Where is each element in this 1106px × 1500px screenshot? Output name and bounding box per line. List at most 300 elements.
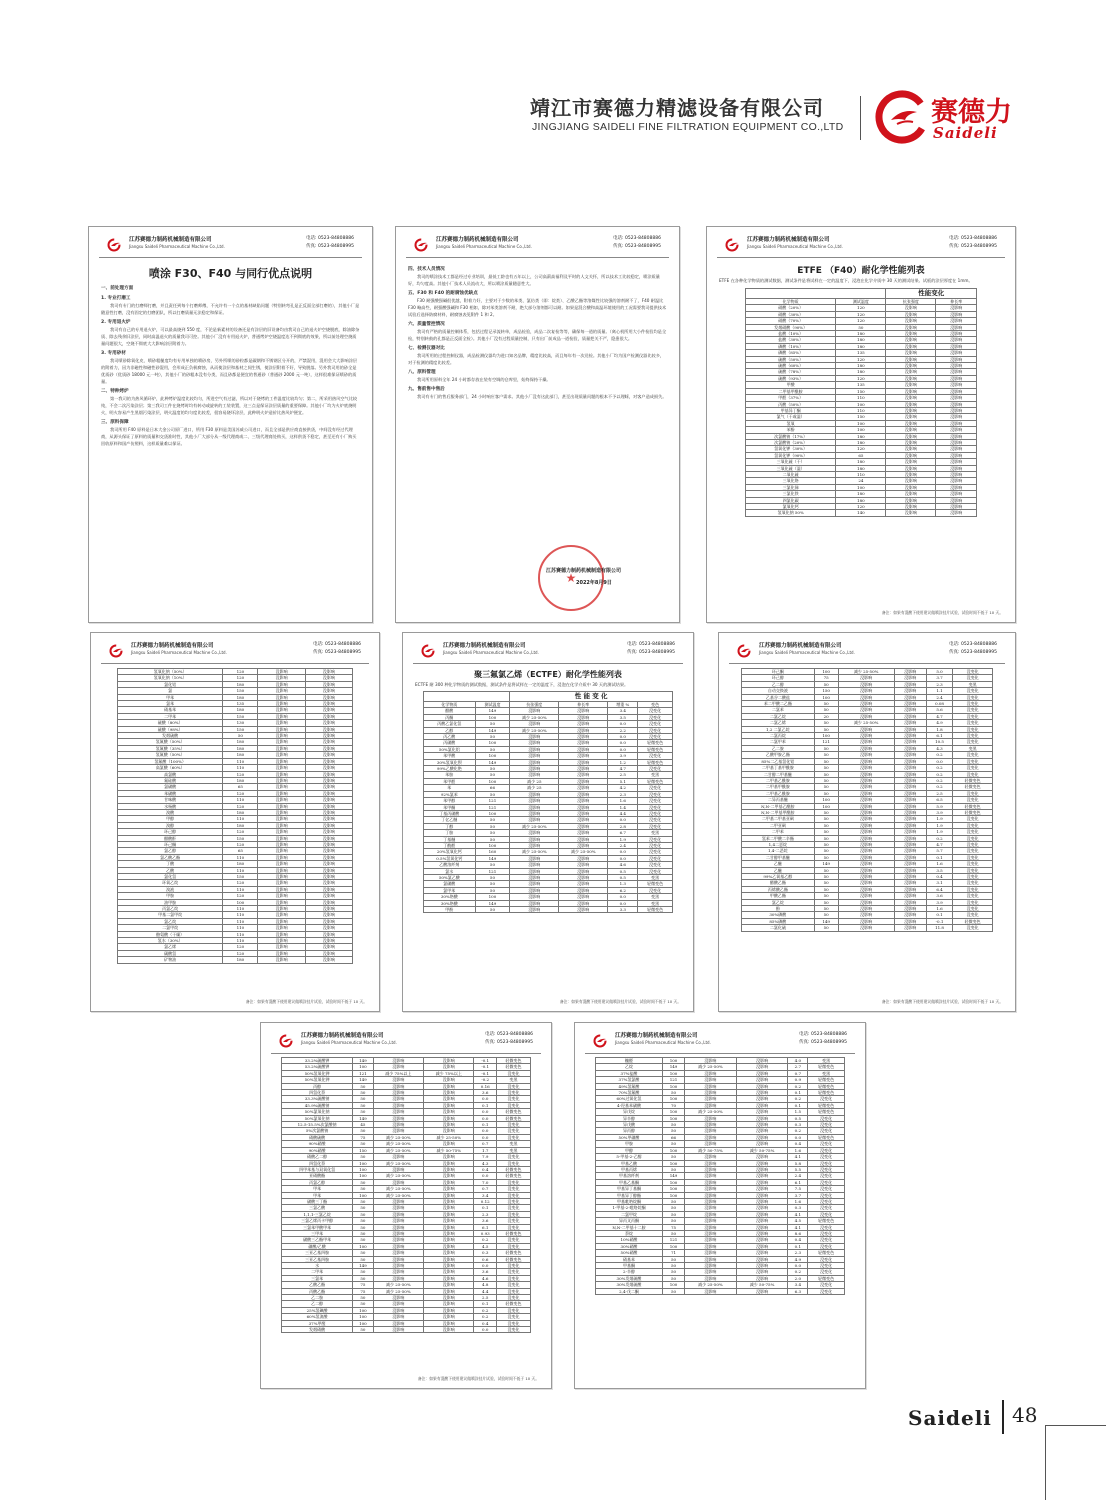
table-cell: 没变化 xyxy=(496,1179,530,1185)
table-cell: 没变化 xyxy=(496,1160,530,1166)
table-cell: 没变化 xyxy=(808,1205,845,1211)
table-cell: 没影响 xyxy=(305,880,352,886)
table-cell: 减少 25-50% xyxy=(373,1134,423,1140)
table-cell: 120 xyxy=(223,880,258,886)
table-cell: 2.5 xyxy=(926,790,952,796)
table-cell: 没影响 xyxy=(736,1263,788,1269)
table-cell: 50 xyxy=(353,1198,373,1204)
table-cell: 0.0 xyxy=(608,746,638,752)
table-cell: 硫酸（50%） xyxy=(746,356,836,362)
company-name-en: JINGJIANG SAIDELI FINE FILTRATION EQUIPMENT CO.,LTD xyxy=(532,121,844,133)
table-cell: 121 xyxy=(814,739,838,745)
table-cell: 没影响 xyxy=(894,720,926,726)
table-cell: 丁亿乙醚 xyxy=(424,817,476,823)
table-cell: 50 xyxy=(475,887,510,893)
letterhead-company: 江苏赛德力制药机械制造有限公司 xyxy=(129,237,212,243)
swallow-logo-icon xyxy=(875,90,931,146)
table-cell: 100 xyxy=(663,1070,685,1076)
table-cell: 没影响 xyxy=(373,1314,423,1320)
letterhead-phone: 电话: 0523-84808886 xyxy=(485,1032,533,1037)
table-cell: 二甘醇甲基醚 xyxy=(742,854,815,860)
table-cell: 45 xyxy=(353,1122,373,1128)
table-cell: 180 xyxy=(836,337,886,343)
table-cell: 3.5 xyxy=(608,714,638,720)
table-cell: 4.1 xyxy=(788,1224,808,1230)
table-cell: 没影响 xyxy=(510,746,559,752)
company-logo-icon xyxy=(279,1034,295,1048)
section-heading: 九、售前售中售后 xyxy=(408,387,445,392)
table-cell: 37%甲醛 xyxy=(282,1320,353,1326)
table-cell: 180 xyxy=(223,694,258,700)
table-cell: 3.9 xyxy=(926,809,952,815)
table-cell: 没影响 xyxy=(424,1154,474,1160)
table-cell: 没影响 xyxy=(559,785,608,791)
table-cell: 没变化 xyxy=(638,855,673,861)
table-cell: 变黑 xyxy=(953,745,993,751)
table-cell: 110 xyxy=(223,918,258,924)
table-cell: 75 xyxy=(663,1224,685,1230)
table-cell: 没变化 xyxy=(953,841,993,847)
table-cell: 65 xyxy=(223,848,258,854)
table-cell: 没变化 xyxy=(953,816,993,822)
table-cell: 没变化 xyxy=(496,1218,530,1224)
table-cell: 没影响 xyxy=(373,1083,423,1089)
table-cell: 没影响 xyxy=(424,1173,474,1179)
table-cell: 没变化 xyxy=(496,1282,530,1288)
table-cell: 3.6 xyxy=(926,893,952,899)
table-cell: 甲基吡咯烷酮 xyxy=(596,1198,663,1204)
table-cell: 没变化 xyxy=(808,1179,845,1185)
table-cell: 50 xyxy=(475,907,510,913)
table-cell: 氯乙酸乙酯 xyxy=(118,854,223,860)
table-cell: 轻微变色 xyxy=(808,1218,845,1224)
table-cell: 4.2 xyxy=(608,785,638,791)
table-cell: 变黑 xyxy=(638,772,673,778)
letterhead-company-en: Jiangsu Saideli Pharmaceutical Machine Co.,Ltd. xyxy=(131,650,227,655)
table-cell: 100 xyxy=(353,1192,373,1198)
table-cell: 没影响 xyxy=(305,944,352,950)
signature-date: 2022年8月9日 xyxy=(576,580,612,586)
table-cell: 100 xyxy=(663,1058,685,1064)
table-cell: 氯 xyxy=(118,688,223,694)
table-cell: 没影响 xyxy=(424,1243,474,1249)
table-cell: 没变化 xyxy=(496,1102,530,1108)
table-cell: 没变化 xyxy=(638,766,673,772)
table-cell: 没影响 xyxy=(894,809,926,815)
table-cell: 没变化 xyxy=(953,848,993,854)
table-cell: 二甲基乙酰胺 xyxy=(742,790,815,796)
table-cell: 乙基谷二酸盐 xyxy=(742,694,815,700)
paragraph: 第一我司的为热风循环炉，此种烤炉温度比较均匀，所进空气有过滤，所以对于烧烤的工件温度比较均匀；第二，所采用热风空气比较纯，不会二次污染涂层；第三我司工件在烧烤时均有转动或旋转的工装装置，这三点是保证涂层质量的重要保障。其他小厂均为火炉底烧明火，明火容易产生黑烟污染涂层，明火温度的均匀度比较差，很容易烧坏涂层，此种明火炉造价比热风炉便宜。 xyxy=(101,396,358,415)
table-cell: 0.1 xyxy=(788,1090,808,1096)
table-row xyxy=(746,510,977,516)
table-cell: 没影响 xyxy=(510,887,559,893)
table-cell: 25%氢碘酸 xyxy=(282,1307,353,1313)
table-cell: 50 xyxy=(353,1218,373,1224)
table-cell: 50 xyxy=(814,790,838,796)
resistance-table xyxy=(423,691,673,913)
table-cell: 50 xyxy=(353,1275,373,1281)
header-cell: 增重 % xyxy=(608,702,638,708)
table-cell: 轻微变色 xyxy=(638,759,673,765)
table-cell: 150 xyxy=(223,874,258,880)
table-cell: 没影响 xyxy=(424,1160,474,1166)
table-cell: 75 xyxy=(353,1288,373,1294)
table-cell: 没影响 xyxy=(936,427,977,433)
table-cell: 没变化 xyxy=(808,1186,845,1192)
table-cell: 没影响 xyxy=(258,848,305,854)
table-cell: 没影响 xyxy=(838,899,894,905)
table-cell: 氯化氢 xyxy=(118,874,223,880)
table-cell: 次氯酸钠（17%） xyxy=(746,433,836,439)
table-cell: 丙酸乙氯化氢 xyxy=(424,721,476,727)
table-cell: 100 xyxy=(475,778,510,784)
table-cell: 50 xyxy=(814,829,838,835)
table-cell: 酪氨酸（干燥） xyxy=(118,931,223,937)
table-cell: 没变化 xyxy=(953,733,993,739)
table-cell: 没影响 xyxy=(559,830,608,836)
table-cell: 没变化 xyxy=(638,823,673,829)
table-cell: 没变化 xyxy=(808,1141,845,1147)
table-cell: 硝酸（30%） xyxy=(746,311,836,317)
table-cell: 甲酚 xyxy=(424,907,476,913)
table-cell: 0.0 xyxy=(474,1173,497,1179)
table-cell: 氯甲苯 xyxy=(424,887,476,893)
table-cell: 没变化 xyxy=(496,1275,530,1281)
table-cell: 减少 25-50% xyxy=(838,669,894,675)
table-cell: 50 xyxy=(814,854,838,860)
table-cell: 二氯苯 xyxy=(742,707,815,713)
letterhead-fax: 传真: 0523-84808995 xyxy=(313,650,361,655)
table-cell: 45.9%硫酸钠 xyxy=(282,1102,353,1108)
table-cell: 没影响 xyxy=(373,1243,423,1249)
table-cell: 120 xyxy=(223,790,258,796)
table-cell: 萘烷 xyxy=(596,1230,663,1236)
table-cell: 轻微变色 xyxy=(496,1230,530,1236)
table-cell: 自动交换液 xyxy=(742,688,815,694)
table-cell: 100 xyxy=(663,1096,685,1102)
table-cell: 没变化 xyxy=(638,791,673,797)
table-cell: 没影响 xyxy=(886,356,936,362)
table-cell: 1.9 xyxy=(926,829,952,835)
table-cell: 没影响 xyxy=(510,766,559,772)
table-cell: 没影响 xyxy=(838,854,894,860)
table-cell: 没变化 xyxy=(953,701,993,707)
table-cell: 121 xyxy=(663,1077,685,1083)
table-cell: 没影响 xyxy=(559,766,608,772)
table-cell: 二氯丙烷 xyxy=(742,733,815,739)
table-cell: 没变化 xyxy=(808,1256,845,1262)
table-cell: 变黑 xyxy=(638,894,673,900)
table-cell: 没影响 xyxy=(424,1320,474,1326)
table-cell: 没影响 xyxy=(373,1307,423,1313)
table-row xyxy=(742,925,993,931)
table-cell: 没影响 xyxy=(936,324,977,330)
table-cell: 矿物油 xyxy=(118,957,223,963)
table-cell: 50 xyxy=(475,823,510,829)
table-cell: 30%磷酸 xyxy=(742,912,815,918)
table-cell: 没影响 xyxy=(258,918,305,924)
table-cell: 次氯酸钠（20%） xyxy=(746,439,836,445)
table-cell: 50 xyxy=(353,1250,373,1256)
table-cell: 没影响 xyxy=(305,829,352,835)
table-cell: 没影响 xyxy=(559,798,608,804)
table-cell: 氟硅酸 xyxy=(118,777,223,783)
resistance-table xyxy=(117,668,353,964)
table-cell: 没变化 xyxy=(638,862,673,868)
table-cell: 5.9 xyxy=(926,803,952,809)
table-cell: 没变化 xyxy=(496,1224,530,1230)
table-cell: 0.1 xyxy=(788,1243,808,1249)
table-cell: 149 xyxy=(814,918,838,924)
table-cell: 没变化 xyxy=(496,1134,530,1140)
table-cell: 3.7 xyxy=(926,675,952,681)
section-heading: 一、前处理方面 xyxy=(101,286,134,291)
table-cell: 没变化 xyxy=(496,1198,530,1204)
table-cell: 37%氢氯酸 xyxy=(596,1077,663,1083)
table-cell: 0.2 xyxy=(926,784,952,790)
table-cell: 磺酸三乙酯甲苯 xyxy=(282,1237,353,1243)
table-cell: 甲苯 xyxy=(282,1192,353,1198)
table-cell: 没影响 xyxy=(305,931,352,937)
table-cell: 减少 25-50% xyxy=(510,714,559,720)
table-cell: 氢氧化钠（10%） xyxy=(118,675,223,681)
table-cell: 没影响 xyxy=(894,925,926,931)
table-cell: 没影响 xyxy=(886,331,936,337)
letterhead-company: 江苏赛德力制药机械制造有限公司 xyxy=(615,1033,698,1039)
table-cell: 乙二胺 xyxy=(282,1295,353,1301)
table-cell: 100 xyxy=(353,1314,373,1320)
table-cell: 硫酸（93%） xyxy=(746,375,836,381)
table-cell: 没影响 xyxy=(936,504,977,510)
table-cell: 120 xyxy=(223,829,258,835)
table-cell: 没影响 xyxy=(936,363,977,369)
table-cell: 没影响 xyxy=(373,1154,423,1160)
table-cell: 4-羟基苯磺酸 xyxy=(596,1102,663,1108)
table-cell: 没影响 xyxy=(736,1166,788,1172)
table-cell: 没影响 xyxy=(936,465,977,471)
table-cell: 0.0 xyxy=(474,1134,497,1140)
letterhead-company-en: Jiangsu Saideli Pharmaceutical Machine Co.,Ltd. xyxy=(759,650,855,655)
table-cell: 轻微变色 xyxy=(953,809,993,815)
table-cell: 没影响 xyxy=(838,925,894,931)
table-cell: 没影响 xyxy=(894,841,926,847)
table-cell: 没影响 xyxy=(685,1154,737,1160)
table-cell: 没影响 xyxy=(936,375,977,381)
table-cell: 50 xyxy=(814,906,838,912)
table-cell: 0.0 xyxy=(474,1115,497,1121)
table-cell: 4.4 xyxy=(608,810,638,816)
table-cell: 没影响 xyxy=(894,867,926,873)
table-cell: 120 xyxy=(836,305,886,311)
table-cell: 50 xyxy=(663,1211,685,1217)
doc-letterhead xyxy=(406,235,669,258)
table-cell: 没影响 xyxy=(894,854,926,860)
doc-ectfe-table-3 xyxy=(260,1022,552,1389)
table-cell: 5.7 xyxy=(926,848,952,854)
table-cell: 没影响 xyxy=(559,772,608,778)
table-cell: 二甲亚砜 xyxy=(742,822,815,828)
table-cell: 没影响 xyxy=(510,817,559,823)
table-cell: 没影响 xyxy=(936,484,977,490)
table-cell: 没变化 xyxy=(638,836,673,842)
table-cell: 49%氢氟酸 xyxy=(596,1083,663,1089)
table-cell: 没影响 xyxy=(685,1269,737,1275)
table-cell: 没影响 xyxy=(305,938,352,944)
table-cell: 乙二醇 xyxy=(742,681,815,687)
table-cell: 丁酸 xyxy=(118,861,223,867)
table-cell: 没影响 xyxy=(305,861,352,867)
table-row xyxy=(282,1327,531,1333)
table-cell: 0.7 xyxy=(788,1070,808,1076)
table-cell: 没变化 xyxy=(496,1237,530,1243)
table-cell: 50 xyxy=(814,681,838,687)
table-cell: 轻微变色 xyxy=(953,918,993,924)
table-cell: 没影响 xyxy=(736,1128,788,1134)
table-cell: 50 xyxy=(814,925,838,931)
table-cell: 0.93 xyxy=(474,1230,497,1236)
table-cell: 没影响 xyxy=(258,874,305,880)
table-cell: 没影响 xyxy=(886,497,936,503)
table-cell: 没变化 xyxy=(638,708,673,714)
table-cell: 3.6 xyxy=(474,1218,497,1224)
table-cell: 变黑 xyxy=(808,1058,845,1064)
letterhead-phone: 电话: 0523-84808886 xyxy=(799,1032,847,1037)
section-heading: 六、质量管控情况 xyxy=(408,322,445,327)
table-cell: 没影响 xyxy=(936,356,977,362)
table-cell: 没影响 xyxy=(559,881,608,887)
table-cell: 100 xyxy=(475,810,510,816)
table-cell: 没影响 xyxy=(424,1058,474,1064)
table-cell: 没影响 xyxy=(894,918,926,924)
table-cell: 甲基丙烯 xyxy=(596,1166,663,1172)
table-cell: 100 xyxy=(663,1179,685,1185)
doc-ectfe-table xyxy=(402,632,694,1012)
table-cell: 二氯甲烷 xyxy=(596,1211,663,1217)
table-cell: 减少 25-50% xyxy=(373,1141,423,1147)
table-cell: 100 xyxy=(663,1192,685,1198)
table-cell: 50%氯氧化钠 xyxy=(282,1109,353,1115)
table-cell: 0.1 xyxy=(788,1102,808,1108)
table-cell: 0.2 xyxy=(926,835,952,841)
table-cell: 没影响 xyxy=(559,874,608,880)
logo-text-cn: 赛德力 xyxy=(931,97,1012,128)
table-cell: 180 xyxy=(223,681,258,687)
table-cell: 50 xyxy=(353,1179,373,1185)
table-cell: 没影响 xyxy=(685,1058,737,1064)
page-header xyxy=(530,88,1030,148)
table-cell: 0.0 xyxy=(608,721,638,727)
table-cell: 减少 25-50% xyxy=(559,849,608,855)
table-cell: 没影响 xyxy=(373,1269,423,1275)
table-cell: 没影响 xyxy=(838,701,894,707)
table-row xyxy=(424,907,673,913)
table-cell: 没影响 xyxy=(424,1275,474,1281)
table-cell: 氯乙醇 xyxy=(118,848,223,854)
table-cell: 100 xyxy=(814,694,838,700)
table-cell: 没影响 xyxy=(894,694,926,700)
table-cell: 没影响 xyxy=(736,1288,788,1294)
table-cell: 没影响 xyxy=(424,1224,474,1230)
table-cell: 180 xyxy=(836,433,886,439)
table-cell: 没影响 xyxy=(894,886,926,892)
table-cell: 135 xyxy=(836,350,886,356)
table-cell: 50%氯化铝 xyxy=(424,746,476,752)
table-cell: 0.0 xyxy=(608,817,638,823)
table-cell: 没影响 xyxy=(559,868,608,874)
table-cell: 没影响 xyxy=(258,745,305,751)
table-cell: 没影响 xyxy=(373,1218,423,1224)
table-cell: 没影响 xyxy=(894,771,926,777)
table-cell: 0.0 xyxy=(788,1263,808,1269)
table-cell: 4.7 xyxy=(608,766,638,772)
table-cell: 33.2%硫酸钾 xyxy=(282,1058,353,1064)
table-cell: -0.1 xyxy=(474,1070,497,1076)
table-cell: 没影响 xyxy=(886,420,936,426)
table-cell: 没影响 xyxy=(424,1218,474,1224)
paragraph: 我司有专门的售后服务部门，24 小时响应客户需求。其他小厂没有这此部门，甚至出现质量问题的根本不予以理睬，对客户造成损失。 xyxy=(417,394,667,399)
table-cell: 4.3 xyxy=(474,1160,497,1166)
table-cell: 6.3 xyxy=(788,1288,808,1294)
table-cell: 0.0 xyxy=(608,900,638,906)
table-cell: 180 xyxy=(223,861,258,867)
table-cell: 三氧化硫（干） xyxy=(746,459,836,465)
table-cell: 100 xyxy=(353,1166,373,1172)
table-cell: 没影响 xyxy=(510,759,559,765)
table-cell: 3.7 xyxy=(788,1192,808,1198)
table-cell: 没变化 xyxy=(638,804,673,810)
table-cell: 没影响 xyxy=(736,1243,788,1249)
table-cell: 没影响 xyxy=(258,669,305,675)
table-cell: 100 xyxy=(663,1115,685,1121)
table-cell: 四甲苯基与双氧化氢 xyxy=(282,1166,353,1172)
table-cell: 减少 25-50% xyxy=(373,1186,423,1192)
table-cell: 180 xyxy=(836,331,886,337)
table-cell: 没影响 xyxy=(894,707,926,713)
table-cell: 120 xyxy=(836,446,886,452)
table-cell: 没影响 xyxy=(838,918,894,924)
table-cell: 减少 25-50% xyxy=(510,849,559,855)
table-cell: 氢氟酸（50%） xyxy=(118,739,223,745)
table-cell: 没变化 xyxy=(808,1224,845,1230)
table-cell: 没影响 xyxy=(424,1205,474,1211)
table-cell: 没影响 xyxy=(510,842,559,848)
table-cell: 没影响 xyxy=(424,1263,474,1269)
table-cell: 没变化 xyxy=(953,752,993,758)
table-cell: 50 xyxy=(814,701,838,707)
table-cell: 0.7 xyxy=(474,1141,497,1147)
table-cell: 110 xyxy=(836,395,886,401)
table-cell: 没影响 xyxy=(936,459,977,465)
table-cell: 没变化 xyxy=(953,880,993,886)
table-cell: 异戊烷 xyxy=(596,1109,663,1115)
table-cell: 没影响 xyxy=(685,1070,737,1076)
letterhead-fax: 传真: 0523-84808995 xyxy=(799,1040,847,1045)
table-cell: 149 xyxy=(353,1058,373,1064)
table-cell: 没影响 xyxy=(424,1211,474,1217)
table-cell: 180 xyxy=(836,465,886,471)
table-cell: 没影响 xyxy=(936,433,977,439)
table-cell: 没影响 xyxy=(886,446,936,452)
table-cell: 没影响 xyxy=(559,714,608,720)
table-cell: 没影响 xyxy=(424,1230,474,1236)
table-cell: 减少 25-50% xyxy=(373,1147,423,1153)
table-cell: 没影响 xyxy=(305,713,352,719)
table-cell: 变黑 xyxy=(638,830,673,836)
table-cell: 没影响 xyxy=(838,829,894,835)
table-cell: 没影响 xyxy=(886,395,936,401)
table-cell: 50 xyxy=(663,1198,685,1204)
